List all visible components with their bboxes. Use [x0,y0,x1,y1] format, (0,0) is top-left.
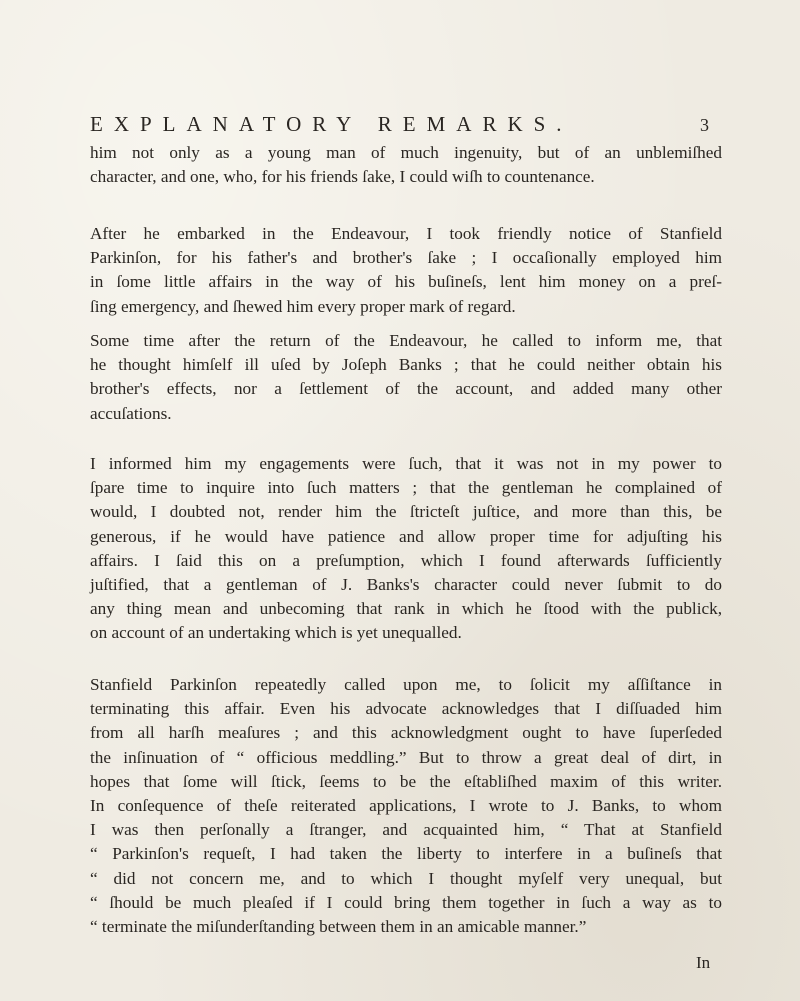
paragraph [90,673,722,939]
text-line: “ Parkinſon's requeſt, I had taken the liberty to interfere in a buſineſs that [90,844,722,864]
paragraph [90,329,722,426]
text-line: affairs. I ſaid this on a preſumption, which I found afterwards ſufficiently [90,550,722,570]
text-line: Parkinſon, for his father's and brother's ſake ; I occaſionally employed him [90,248,722,268]
text-line: “ terminate the miſunderſtanding between them in an amicable manner.” [90,917,587,937]
text-line: brother's effects, nor a ſettlement of the account, and added many other [90,379,722,399]
text-line: in ſome little affairs in the way of his buſineſs, lent him money on a preſ- [90,272,722,292]
text-line: accuſations. [90,403,172,423]
paragraph [90,452,722,646]
text-line: he thought himſelf ill uſed by Joſeph Banks ; that he could neither obtain his [90,355,722,375]
text-line: terminating this affair. Even his advocate acknowledges that I diſſuaded him [90,699,722,719]
text-line: “ ſhould be much pleaſed if I could bring them together in ſuch a way as to [90,892,722,912]
text-line: Stanfield Parkinſon repeatedly called upon me, to ſolicit my aſſiſtance in [90,675,722,694]
text-line: any thing mean and unbecoming that rank in which he ſtood with the publick, [90,599,722,619]
page-number: 3 [700,115,709,135]
running-header: EXPLANATORY REMARKS. [90,112,573,136]
text-line: juſtified, that a gentleman of J. Banks's character could never ſubmit to do [90,575,722,595]
text-line: After he embarked in the Endeavour, I took friendly notice of Stanfield [90,224,722,243]
text-line: from all harſh meaſures ; and this acknowledgment ought to have ſuperſeded [90,723,722,743]
text-line: In conſequence of theſe reiterated applications, I wrote to J. Banks, to whom [90,796,722,816]
paragraph [90,222,722,319]
text-line: character, and one, who, for his friends ſake, I could wiſh to countenance. [90,167,595,187]
text-line: ſpare time to inquire into ſuch matters ; that the gentleman he complained of [90,478,722,498]
text-line: “ did not concern me, and to which I thought myſelf very unequal, but [90,868,722,888]
text-line: ſing emergency, and ſhewed him every proper mark of regard. [90,296,516,316]
text-line: on account of an undertaking which is yet unequalled. [90,623,462,643]
text-line: him not only as a young man of much ingenuity, but of an unblemiſhed [90,143,722,162]
text-line: I was then perſonally a ſtranger, and acquainted him, “ That at Stanfield [90,820,722,840]
text-line: would, I doubted not, render him the ſtricteſt juſtice, and more than this, be [90,502,722,522]
text-line: hopes that ſome will ſtick, ſeems to be the eſtabliſhed maxim of this writer. [90,771,722,791]
text-line: generous, if he would have patience and allow proper time for adjuſting his [90,526,722,546]
text-line: Some time after the return of the Endeavour, he called to inform me, that [90,331,722,350]
text-line: the inſinuation of “ officious meddling.” But to throw a great deal of dirt, in [90,747,722,767]
catchword: In [696,953,711,972]
text-line: I informed him my engagements were ſuch, that it was not in my power to [90,454,722,473]
paragraph [90,141,722,189]
